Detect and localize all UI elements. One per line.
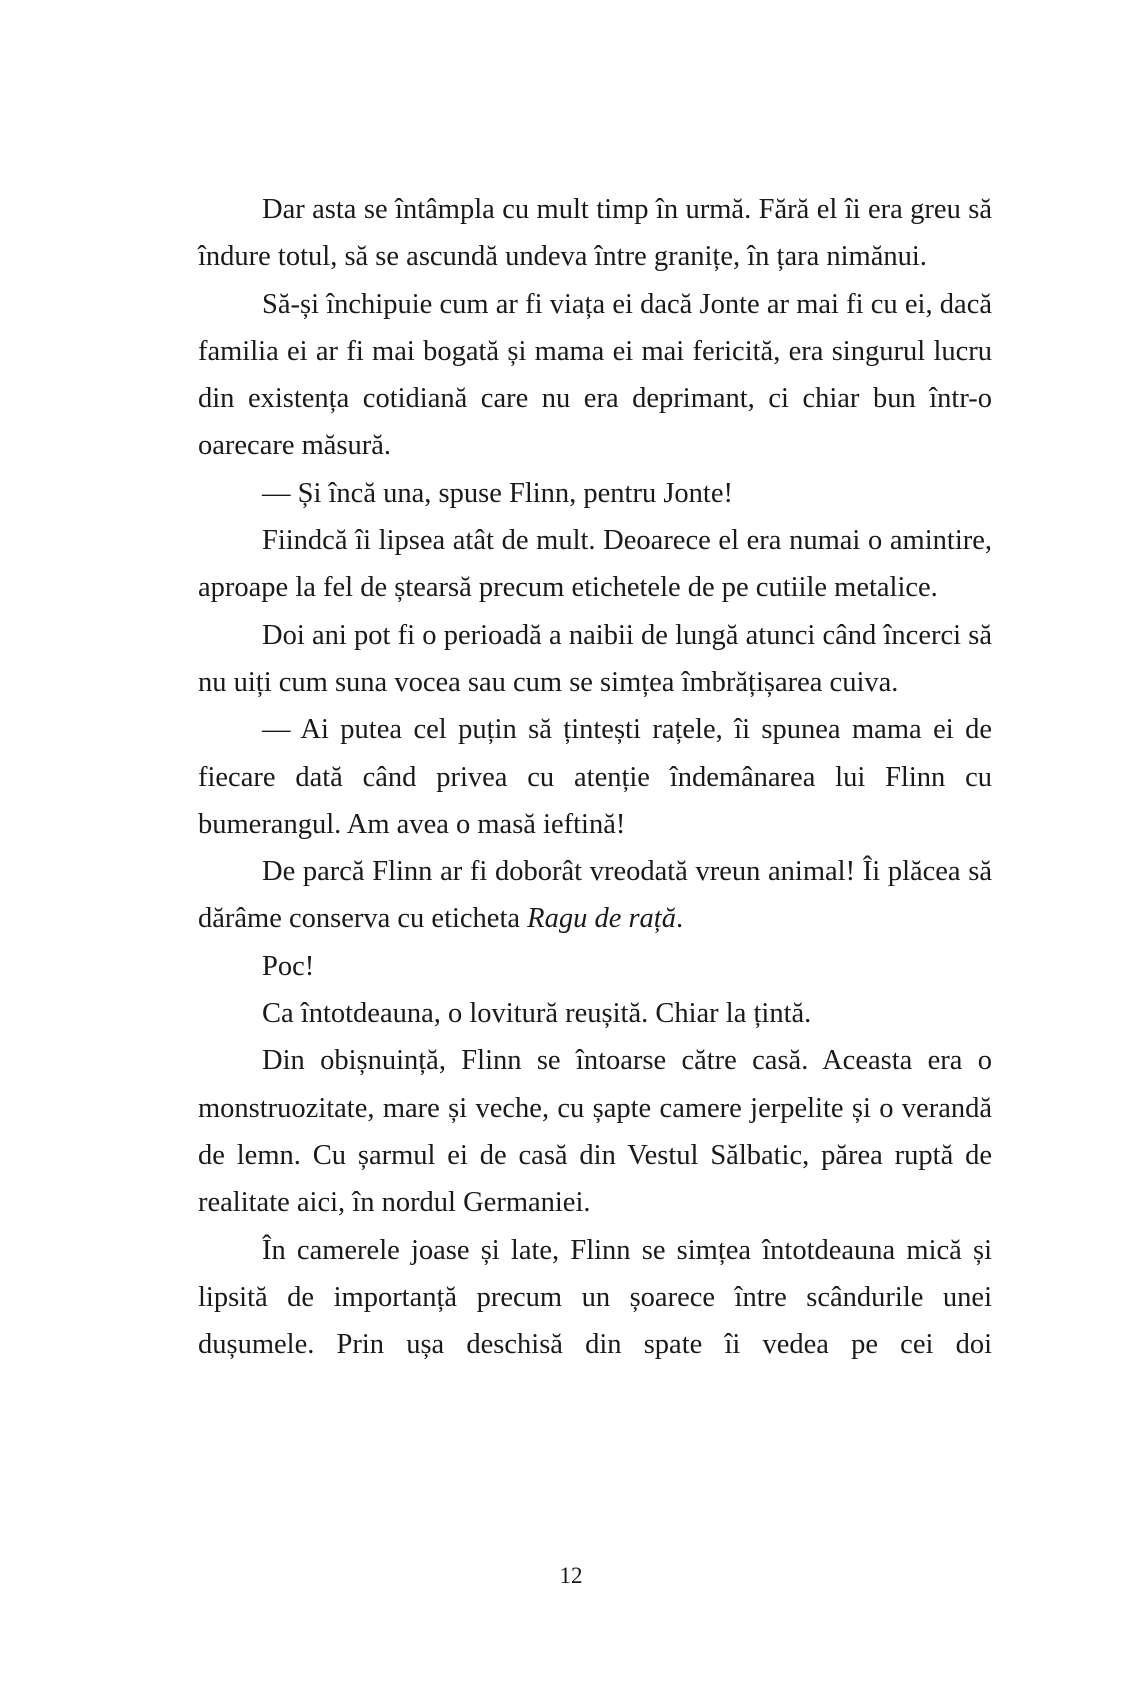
dialogue-paragraph: — Și încă una, spuse Flinn, pentru Jonte! [262,477,733,509]
paragraph: Fiindcă îi lipsea atât de mult. Deoarece el era numai o amintire, aproape la fel de ștearsă precum etichetele de pe cutiile metalice. [198,525,992,604]
page-number: 12 [559,1563,583,1588]
paragraph-text: De parcă Flinn ar fi doborât vreodată vreun animal! Îi plăcea să dărâme conserva cu eticheta [198,856,992,935]
dialogue-paragraph: — Ai putea cel puțin să țintești rațele, îi spunea mama ei de fiecare dată când privea cu atenție îndemânarea lui Flinn cu bumerangul. Am avea o masă ieftină! [198,714,992,840]
paragraph: Doi ani pot fi o perioadă a naibii de lungă atunci când încerci să nu uiți cum suna vocea sau cum se simțea îmbrățișarea cuiva. [198,619,992,698]
paragraph: Să-și închipuie cum ar fi viața ei dacă Jonte ar mai fi cu ei, dacă familia ei ar fi mai bogată și mama ei mai fericită, era singurul lucru din existența cotidiană care nu era deprimant, ci chiar bun într-o oarecare măsură. [198,288,992,462]
paragraph: Poc! [262,950,315,982]
paragraph [198,848,992,943]
body-text [198,186,992,1368]
paragraph-text-end: . [675,903,684,935]
paragraph: Dar asta se întâmpla cu mult timp în urmă. Fără el îi era greu să îndure totul, să se ascundă undeva între granițe, în țara nimănui. [198,194,992,273]
italic-label-text: Ragu de rață [527,903,676,935]
paragraph: Din obișnuință, Flinn se întoarse către casă. Aceasta era o monstruozitate, mare și veche, cu șapte camere jerpelite și o verandă de lemn. Cu șarmul ei de casă din Vestul Sălbatic, părea ruptă de realitate aici, în nordul Germaniei. [198,1045,992,1219]
paragraph: În camerele joase și late, Flinn se simțea întotdeauna mică și lipsită de importanță precum un șoarece între scândurile unei dușumele. Prin ușa deschisă din spate îi vedea pe cei doi [198,1234,992,1361]
paragraph: Ca întotdeauna, o lovitură reușită. Chiar la țintă. [262,998,812,1030]
